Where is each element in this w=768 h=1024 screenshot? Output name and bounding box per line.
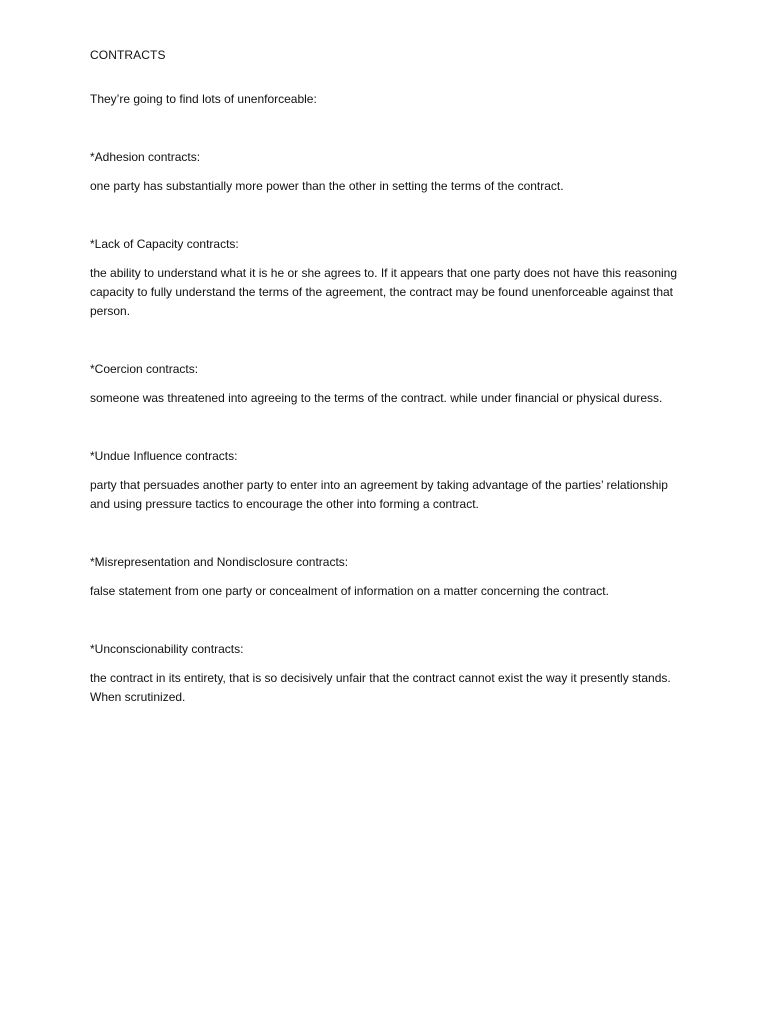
section-heading: *Misrepresentation and Nondisclosure contracts: [90, 555, 349, 569]
document-page [90, 46, 690, 746]
section-undue-influence [90, 447, 690, 514]
section-heading: *Coercion contracts: [90, 362, 199, 376]
section-heading: *Lack of Capacity contracts: [90, 237, 239, 251]
section-body: the contract in its entirety, that is so decisively unfair that the contract cannot exist the way it presently stands. When scrutinized. [90, 671, 671, 704]
section-lack-of-capacity [90, 235, 690, 321]
section-body: party that persuades another party to enter into an agreement by taking advantage of the parties’ relationship and using pressure tactics to encourage the other into forming a contract. [90, 478, 668, 511]
section-unconscionability [90, 640, 690, 707]
section-body: someone was threatened into agreeing to the terms of the contract. while under financial or physical duress. [90, 391, 663, 405]
section-heading: *Unconscionability contracts: [90, 642, 244, 656]
section-body: the ability to understand what it is he or she agrees to. If it appears that one party does not have this reasoning capacity to fully understand the terms of the agreement, the contract may be found unenforceable against that person. [90, 266, 678, 318]
section-body: false statement from one party or concealment of information on a matter concerning the contract. [90, 584, 609, 598]
section-misrepresentation [90, 553, 690, 601]
section-heading: *Adhesion contracts: [90, 150, 201, 164]
document-title: CONTRACTS [90, 48, 166, 62]
section-body: one party has substantially more power than the other in setting the terms of the contract. [90, 179, 564, 193]
section-coercion [90, 360, 690, 408]
document-intro: They’re going to find lots of unenforceable: [90, 92, 317, 106]
section-adhesion [90, 148, 690, 196]
section-heading: *Undue Influence contracts: [90, 449, 238, 463]
